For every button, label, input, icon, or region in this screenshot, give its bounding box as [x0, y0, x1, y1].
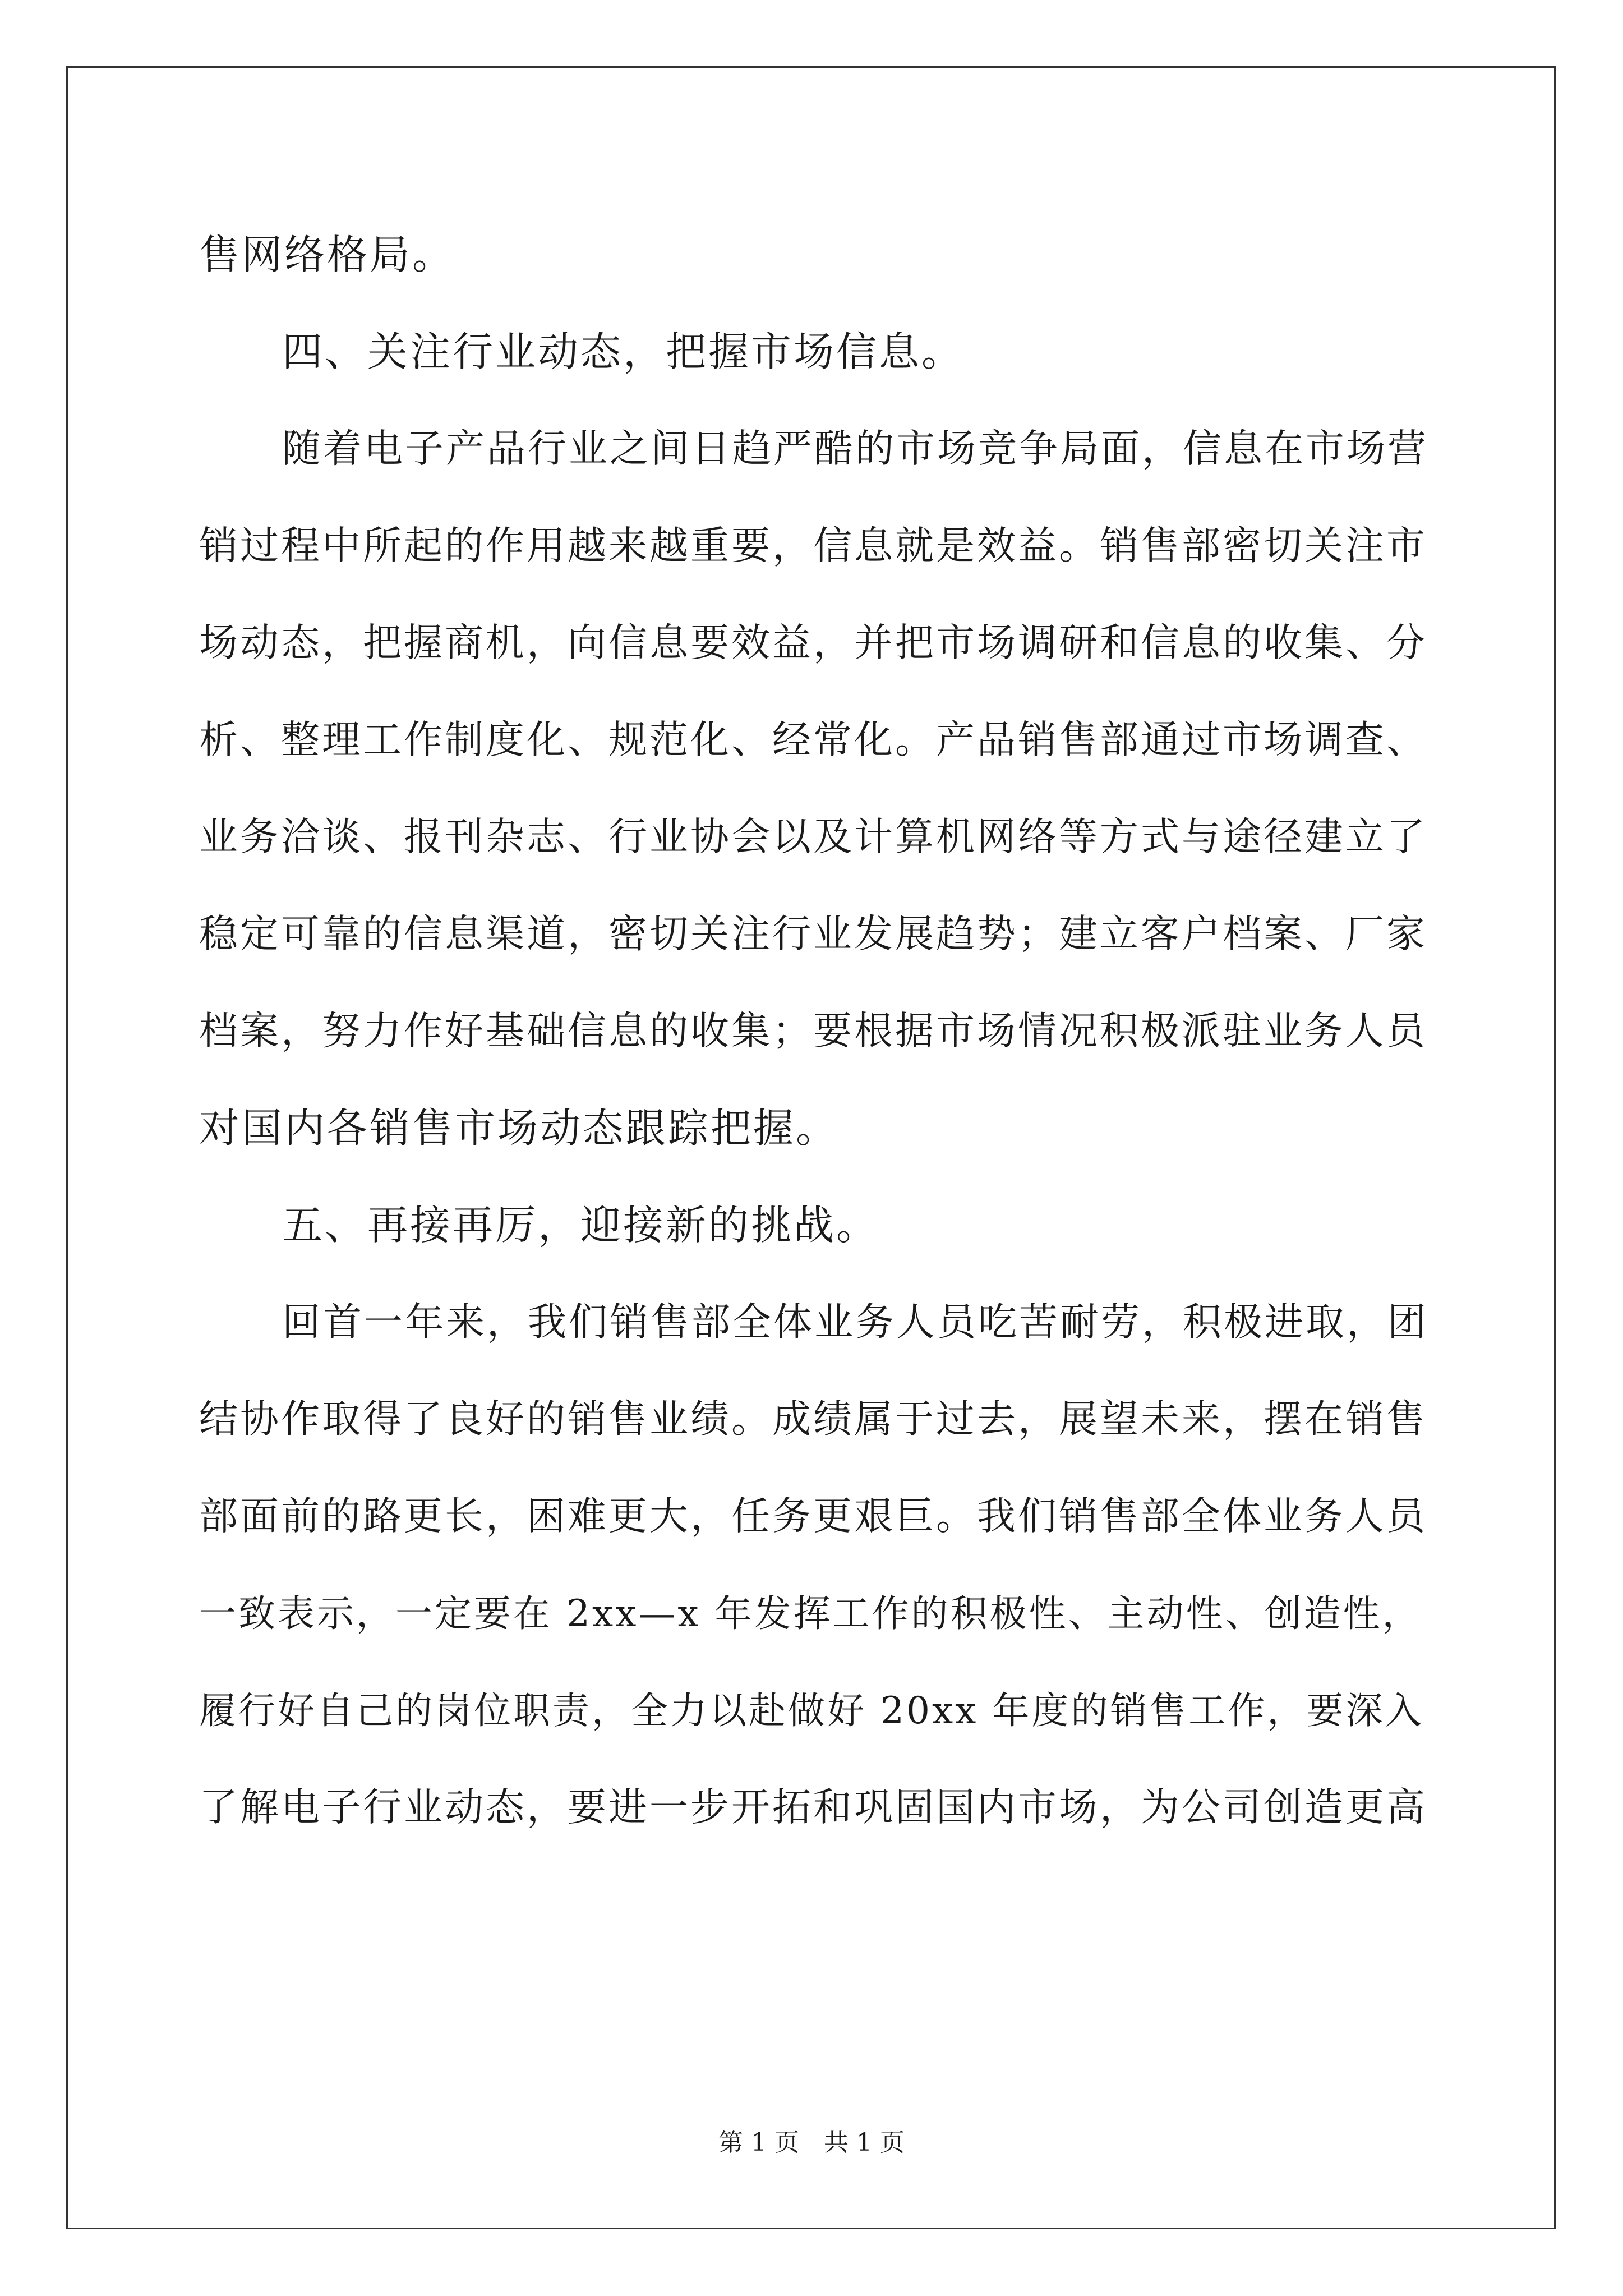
paragraph-line: 回首一年来，我们销售部全体业务人员吃苦耐劳，积极进取，团 [282, 1300, 1428, 1345]
paragraph-line: 对国内各销售市场动态跟踪把握。 [199, 1105, 839, 1152]
paragraph-line: 析、整理工作制度化、规范化、经常化。产品销售部通过市场调查、 [199, 717, 1427, 762]
paragraph-line: 稳定可靠的信息渠道，密切关注行业发展趋势；建立客户档案、厂家 [199, 912, 1427, 956]
paragraph-line: 结协作取得了良好的销售业绩。成绩属于过去，展望未来，摆在销售 [199, 1397, 1427, 1442]
paragraph-line: 一致表示，一定要在 2xx—x 年发挥工作的积极性、主动性、创造性， [199, 1592, 1422, 1635]
paragraph-line: 销过程中所起的作用越来越重要，信息就是效益。销售部密切关注市 [199, 523, 1427, 568]
page-footer [0, 2127, 1623, 2159]
section-heading-5: 五、再接再厉，迎接新的挑战。 [282, 1202, 879, 1249]
document-body [199, 206, 1430, 1856]
page-number-total: 共 1 页 [824, 2128, 905, 2157]
paragraph-line: 随着电子产品行业之间日趋严酷的市场竞争局面，信息在市场营 [282, 426, 1428, 471]
paragraph-line: 场动态，把握商机，向信息要效益，并把市场调研和信息的收集、分 [199, 620, 1427, 665]
section-heading-4: 四、关注行业动态，把握市场信息。 [282, 328, 965, 375]
paragraph-line: 档案，努力作好基础信息的收集；要根据市场情况积极派驻业务人员 [199, 1009, 1427, 1053]
paragraph-line: 业务洽谈、报刊杂志、行业协会以及计算机网络等方式与途径建立了 [199, 815, 1427, 859]
paragraph-line: 了解电子行业动态，要进一步开拓和巩固国内市场，为公司创造更高 [199, 1785, 1427, 1830]
paragraph-line: 售网络格局。 [199, 231, 455, 278]
paragraph-line: 部面前的路更长，困难更大，任务更艰巨。我们销售部全体业务人员 [199, 1494, 1427, 1539]
page-number-current: 第 1 页 [718, 2128, 799, 2157]
paragraph-line: 履行好自己的岗位职责，全力以赴做好 20xx 年度的销售工作，要深入 [199, 1689, 1424, 1732]
